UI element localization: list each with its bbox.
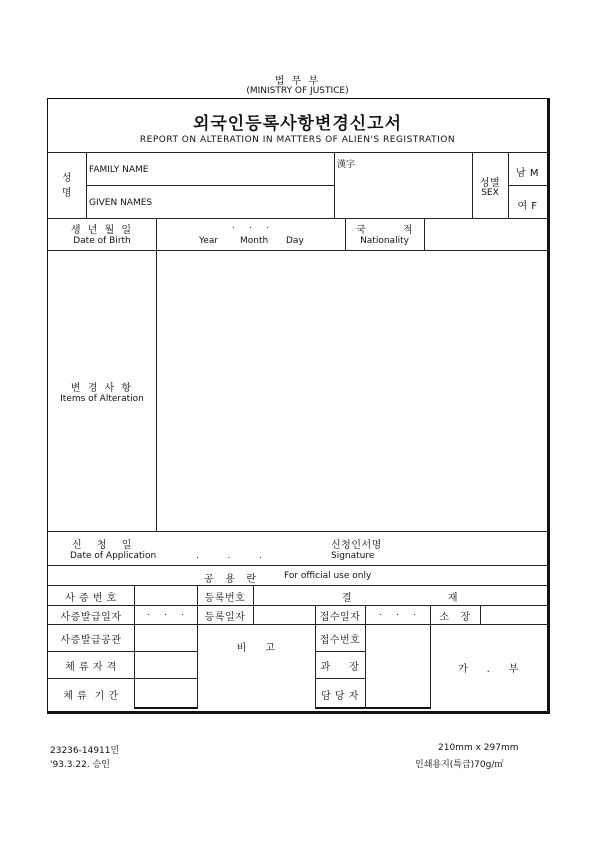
stay-period-label: 체 류 기 간	[63, 691, 119, 702]
visa-no-label: 사 증 번 호	[65, 593, 117, 604]
signature-label-ko: 신청인서명	[331, 540, 382, 551]
nationality-label-ko: 국 적	[355, 225, 414, 236]
receipt-date-label: 접수일자	[319, 612, 361, 623]
ministry-ko: 법 무 부	[274, 76, 321, 87]
sex-label-ko: 성별	[479, 178, 501, 189]
family-name-label: FAMILY NAME	[89, 165, 149, 175]
official-title-en: For official use only	[284, 571, 372, 581]
footer-form-no: 23236-14911민	[50, 746, 120, 756]
approval-label: 결 재	[342, 593, 458, 604]
birth-month-label: Month	[240, 236, 269, 246]
birth-year-label: Year	[199, 236, 219, 246]
given-names-label: GIVEN NAMES	[89, 198, 153, 208]
receipt-no-label: 접수번호	[319, 635, 361, 646]
birth-day-label: Day	[286, 236, 304, 246]
signature-label-en: Signature	[331, 551, 375, 561]
footer-size: 210mm x 297mm	[438, 743, 519, 753]
alteration-label-ko: 변 경 사 항	[70, 383, 134, 394]
alteration-label-en: Items of Alteration	[60, 394, 144, 404]
stay-status-label: 체 류 자 격	[65, 662, 117, 673]
section-chief-label: 과 장	[320, 662, 360, 673]
name-label: 성 명	[61, 173, 73, 199]
form-title-en: REPORT ON ALTERATION IN MATTERS OF ALIEN'S REGISTRATION	[139, 135, 456, 145]
application-date-label-en: Date of Application	[70, 551, 157, 561]
officer-label: 담 당 자	[321, 691, 359, 702]
form-title-ko: 외국인등록사항변경신고서	[192, 114, 403, 134]
director-label: 소 장	[439, 612, 471, 623]
remarks-label: 비 고	[236, 643, 276, 654]
birth-dots: . . .	[231, 221, 270, 231]
official-title-ko: 공 용 란	[204, 574, 257, 585]
application-date-label-ko: 신 청 일	[72, 540, 132, 551]
birth-label-en: Date of Birth	[73, 236, 131, 246]
receipt-date-dots: . . .	[378, 608, 417, 618]
birth-label-ko: 생 년 월 일	[70, 225, 134, 236]
approve-reject-label: 가 . 부	[458, 664, 519, 675]
visa-issue-date-dots: . . .	[146, 608, 185, 618]
reg-no-label: 등록번호	[204, 593, 246, 604]
sex-female-option[interactable]: 여 F	[517, 201, 538, 212]
reg-date-label: 등록일자	[204, 612, 246, 623]
visa-issue-date-label: 사증발급일자	[60, 612, 122, 623]
sex-male-option[interactable]: 남 M	[516, 168, 539, 179]
footer-paper: 인쇄용지(특급)70g/㎡	[415, 760, 504, 770]
application-date-dots: . . .	[196, 551, 262, 561]
ministry-en: (MINISTRY OF JUSTICE)	[246, 86, 349, 96]
hanja-label: 漢字	[337, 160, 356, 170]
nationality-label-en: Nationality	[360, 236, 409, 246]
report-form	[47, 98, 550, 714]
alteration-input-area[interactable]	[158, 252, 543, 529]
visa-office-label: 사증발급공관	[60, 635, 122, 646]
sex-label-en: SEX	[481, 188, 499, 198]
footer-approval-date: '93.3.22. 승인	[50, 760, 110, 770]
